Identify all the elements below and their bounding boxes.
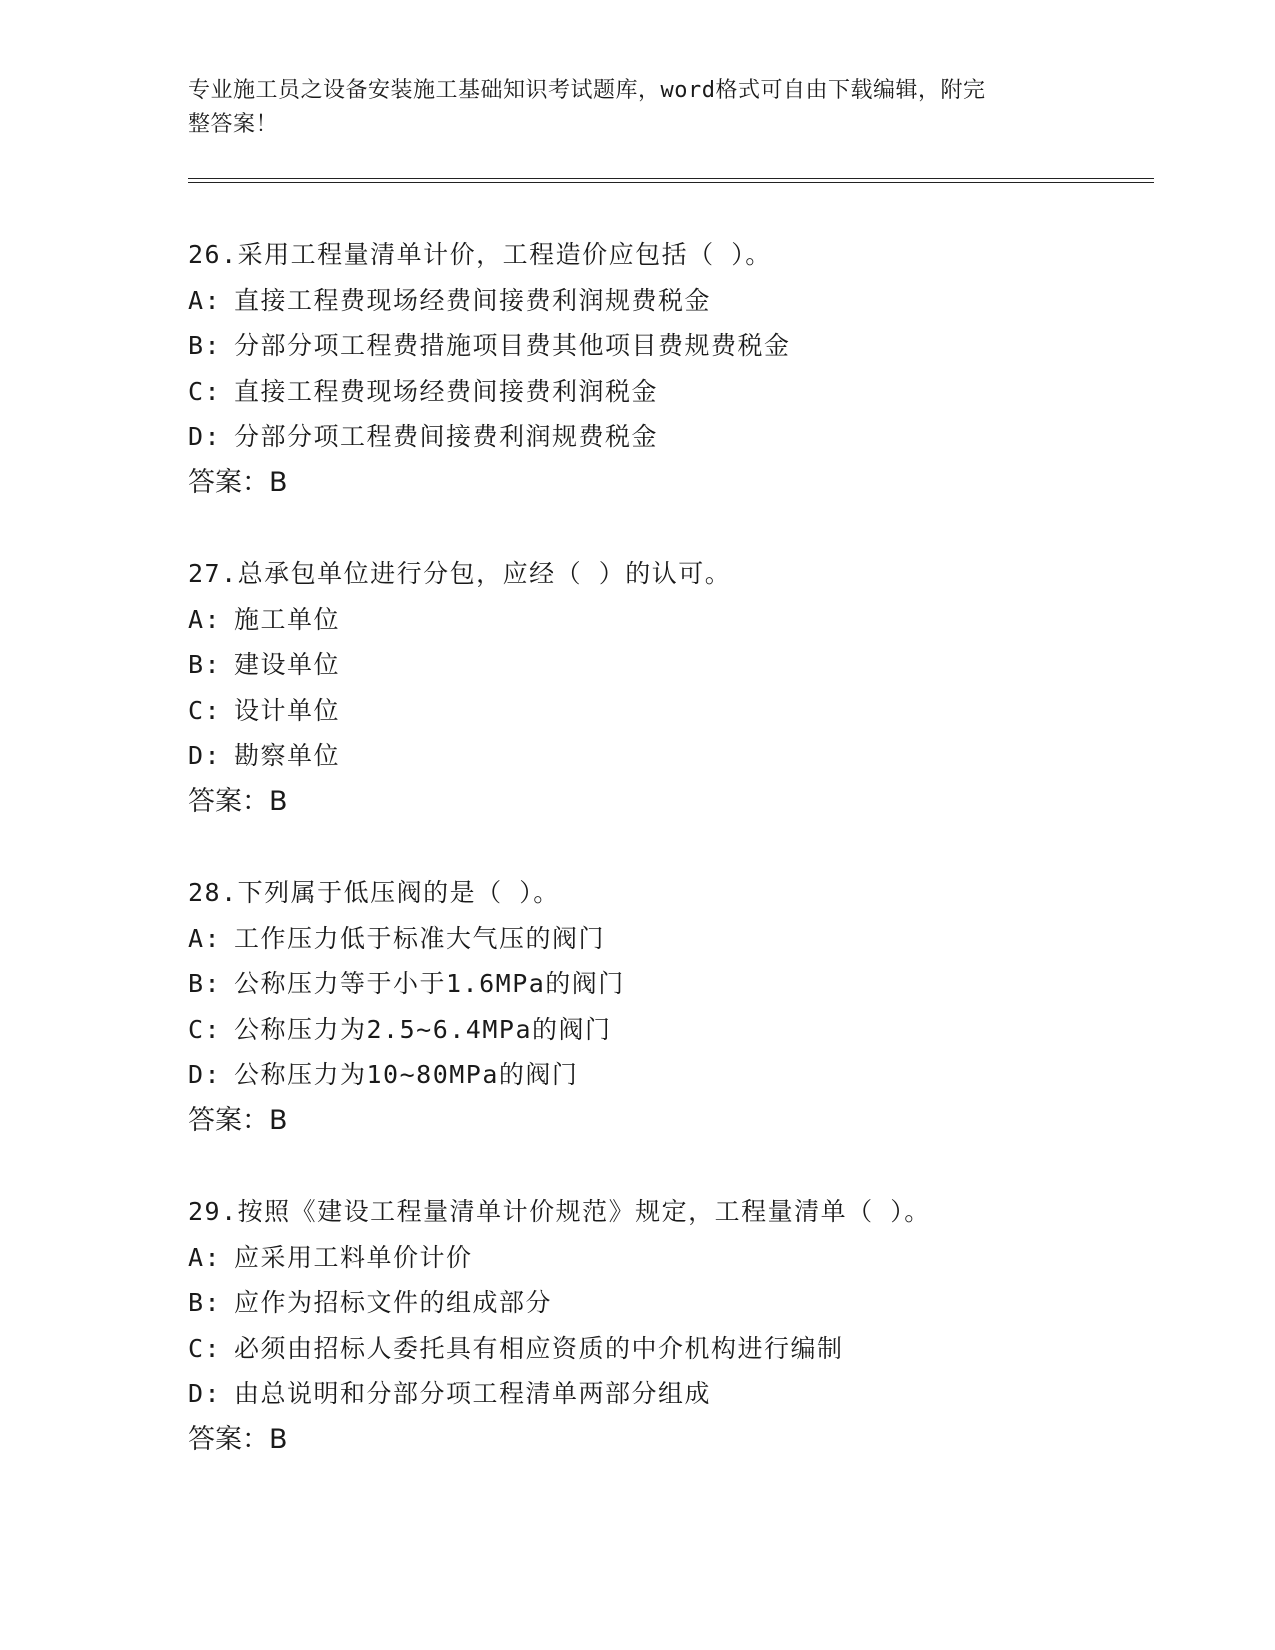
option-a [188, 597, 1168, 643]
option-letter: B: [188, 331, 222, 360]
option-a [188, 1235, 1168, 1281]
option-letter: D: [188, 1060, 222, 1089]
option-d [188, 414, 1168, 460]
option-letter: A: [188, 604, 222, 634]
option-d [188, 1371, 1168, 1417]
option-text: 应作为招标文件的组成部分 [234, 1288, 553, 1317]
option-c [188, 1007, 1168, 1053]
option-b [188, 323, 1168, 369]
option-d [188, 1052, 1168, 1098]
option-text: 由总说明和分部分项工程清单两部分组成 [234, 1379, 712, 1408]
option-c [188, 369, 1168, 415]
option-letter: D: [188, 422, 222, 451]
option-text: 设计单位 [234, 695, 341, 725]
header-divider-top [188, 178, 1154, 179]
option-text: 分部分项工程费间接费利润规费税金 [234, 422, 659, 451]
option-letter: A: [188, 285, 222, 315]
option-text: 应采用工料单价计价 [234, 1242, 473, 1272]
answer-line: 答案：B [188, 1423, 288, 1455]
header-divider-bottom [188, 182, 1154, 183]
option-d [188, 733, 1168, 779]
option-text: 公称压力等于小于1.6MPa的阀门 [234, 969, 625, 998]
document-header [188, 74, 1088, 142]
answer-line: 答案：B [188, 1104, 288, 1136]
option-text: 勘察单位 [234, 741, 341, 770]
option-text: 直接工程费现场经费间接费利润税金 [234, 376, 659, 406]
option-b [188, 961, 1168, 1007]
option-letter: D: [188, 741, 222, 770]
option-letter: B: [188, 1288, 222, 1317]
option-letter: C: [188, 1333, 222, 1363]
question-stem: 26.采用工程量清单计价，工程造价应包括（ ）。 [188, 240, 772, 269]
question-28 [188, 870, 1168, 1144]
option-text: 直接工程费现场经费间接费利润规费税金 [234, 285, 712, 315]
option-text: 工作压力低于标准大气压的阀门 [234, 923, 606, 953]
question-stem: 27.总承包单位进行分包，应经（ ）的认可。 [188, 559, 732, 588]
option-letter: C: [188, 376, 222, 406]
option-letter: C: [188, 695, 222, 725]
option-c [188, 1326, 1168, 1372]
option-letter: B: [188, 650, 222, 679]
question-26 [188, 232, 1168, 506]
question-27 [188, 551, 1168, 825]
option-letter: D: [188, 1379, 222, 1408]
option-a [188, 916, 1168, 962]
option-a [188, 278, 1168, 324]
header-line-2: 整答案！ [188, 112, 279, 137]
answer-line: 答案：B [188, 785, 288, 817]
question-29 [188, 1189, 1168, 1463]
option-text: 公称压力为2.5~6.4MPa的阀门 [234, 1014, 612, 1044]
option-text: 公称压力为10~80MPa的阀门 [234, 1060, 579, 1089]
option-b [188, 1280, 1168, 1326]
option-letter: C: [188, 1014, 222, 1044]
header-line-1: 专业施工员之设备安装施工基础知识考试题库，word格式可自由下载编辑，附完 [188, 78, 986, 103]
option-letter: B: [188, 969, 222, 998]
option-text: 必须由招标人委托具有相应资质的中介机构进行编制 [234, 1333, 844, 1363]
option-text: 分部分项工程费措施项目费其他项目费规费税金 [234, 331, 791, 360]
answer-line: 答案：B [188, 466, 288, 498]
option-text: 建设单位 [234, 650, 341, 679]
option-letter: A: [188, 923, 222, 953]
option-c [188, 688, 1168, 734]
option-text: 施工单位 [234, 604, 341, 634]
option-letter: A: [188, 1242, 222, 1272]
question-stem: 29.按照《建设工程量清单计价规范》规定，工程量清单（ ）。 [188, 1197, 931, 1226]
option-b [188, 642, 1168, 688]
question-stem: 28.下列属于低压阀的是（ ）。 [188, 878, 560, 907]
